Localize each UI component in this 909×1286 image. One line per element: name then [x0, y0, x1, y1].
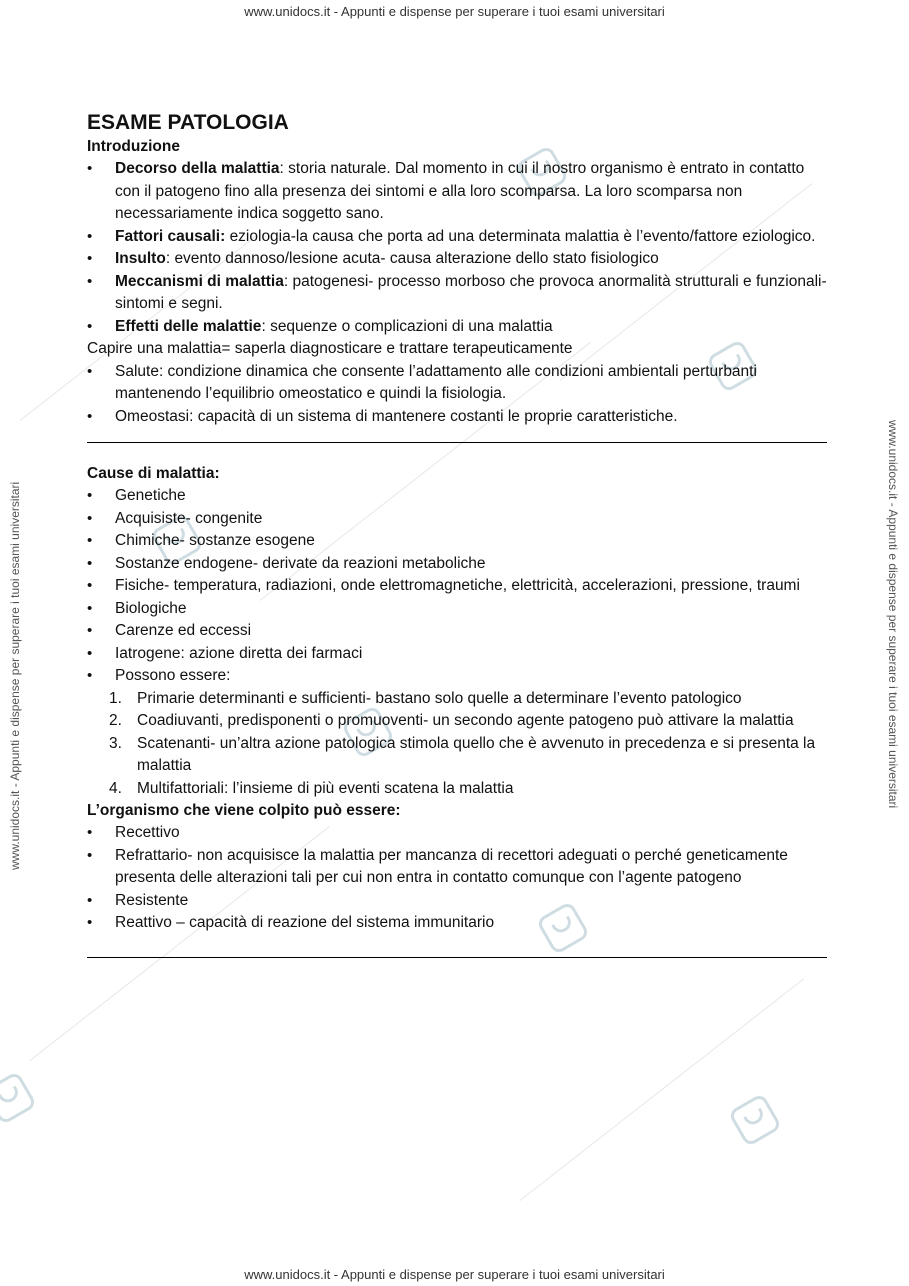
item-text: Multifattoriali: l’insieme di più eventi scatena la malattia: [137, 779, 514, 797]
list-item: • Recettivo: [87, 822, 827, 845]
item-number: 1.: [109, 689, 122, 707]
numbered-item: [109, 688, 827, 711]
term: Insulto: [115, 250, 166, 267]
item-text: Coadiuvanti, predisponenti o promuoventi- un secondo agente patogeno può attivare la malattia: [137, 712, 794, 729]
causes-list: [87, 485, 827, 688]
list-item: • Possono essere:: [87, 665, 827, 688]
separator: :: [261, 317, 271, 335]
definition: eziologia-la causa che porta ad una determinata malattia è l’evento/fattore eziologico.: [229, 227, 816, 245]
list-item: • Sostanze endogene- derivate da reazioni metaboliche: [87, 553, 827, 576]
item-number: 2.: [109, 712, 122, 729]
numbered-item: [109, 778, 827, 801]
list-item: [87, 226, 827, 249]
definition: evento dannoso/lesione acuta- causa alterazione dello stato fisiologico: [174, 250, 659, 267]
separator: :: [283, 272, 293, 290]
term: Meccanismi di malattia: [115, 272, 284, 290]
list-item: • Biologiche: [87, 598, 827, 621]
list-item: [87, 271, 827, 316]
list-item: • Refrattario- non acquisisce la malattia per mancanza di recettori adeguati o perché geneticamente presenta delle alterazioni tali per cui non entra in contatto comunque con l’agente patogeno: [87, 845, 827, 890]
watermark-top: www.unidocs.it - Appunti e dispense per superare i tuoi esami universitari: [244, 4, 665, 19]
list-item: • Fisiche- temperatura, radiazioni, onde elettromagnetiche, elettricità, accelerazioni, pressione, traumi: [87, 575, 827, 598]
intro-list: [87, 158, 827, 338]
list-item: • Resistente: [87, 890, 827, 913]
definitions-list: [87, 361, 827, 429]
list-item: [87, 158, 827, 226]
numbered-item: [109, 733, 827, 778]
term: Decorso della malattia: [115, 160, 280, 177]
list-item: • Reattivo – capacità di reazione del sistema immunitario: [87, 912, 827, 935]
separator: :: [165, 250, 175, 267]
item-text: Primarie determinanti e sufficienti- bastano solo quelle a determinare l’evento patologico: [137, 689, 742, 707]
document-title: ESAME PATOLOGIA: [87, 111, 289, 134]
section-divider: [87, 957, 827, 958]
term: Effetti delle malattie: [115, 317, 262, 335]
term: Fattori causali:: [115, 227, 226, 245]
numbered-item: [109, 710, 827, 733]
item-number: 4.: [109, 779, 122, 797]
unidocs-logo-icon: [728, 1093, 783, 1148]
list-item: • Salute: condizione dinamica che consente l’adattamento alle condizioni ambientali perturbanti mantenendo l’equilibrio omeostatico e quindi la fisiologia.: [87, 361, 827, 406]
watermark-bottom: www.unidocs.it - Appunti e dispense per superare i tuoi esami universitari: [244, 1267, 665, 1282]
statement: Capire una malattia= saperla diagnosticare e trattare terapeuticamente: [87, 340, 573, 357]
list-item: • Genetiche: [87, 485, 827, 508]
list-item: [87, 248, 827, 271]
item-number: 3.: [109, 734, 122, 752]
section-heading-causes: Cause di malattia:: [87, 465, 220, 482]
definition: sequenze o complicazioni di una malattia: [270, 317, 553, 335]
list-item: • Carenze ed eccessi: [87, 620, 827, 643]
list-item: • Chimiche- sostanze esogene: [87, 530, 827, 553]
separator: :: [279, 160, 289, 177]
item-text: Scatenanti- un’altra azione patologica stimola quello che è avvenuto in precedenza e si presenta la malattia: [137, 734, 816, 774]
document-body: [87, 110, 827, 958]
organism-list: [87, 822, 827, 935]
list-item: [87, 316, 827, 339]
watermark-left: www.unidocs.it - Appunti e dispense per superare i tuoi esami universitari: [8, 481, 22, 870]
list-item: • Omeostasi: capacità di un sistema di mantenere costanti le proprie caratteristiche.: [87, 406, 827, 429]
definition: patogenesi- processo morboso che provoca anormalità strutturali e funzionali- sintomi e segni.: [115, 272, 827, 312]
causes-sublist: [87, 688, 827, 801]
section-heading-intro: Introduzione: [87, 138, 180, 155]
unidocs-logo-icon: [0, 1071, 37, 1126]
definition: storia naturale. Dal momento in cui il nostro organismo è entrato in contatto con il patogeno fino alla presenza dei sintomi e alla loro scomparsa. La loro scomparsa non necessariamente indica soggetto sano.: [115, 160, 805, 222]
section-heading-organism: L’organismo che viene colpito può essere:: [87, 802, 401, 819]
list-item: • Acquisiste- congenite: [87, 508, 827, 531]
watermark-right: www.unidocs.it - Appunti e dispense per superare i tuoi esami universitari: [886, 420, 900, 809]
list-item: • Iatrogene: azione diretta dei farmaci: [87, 643, 827, 666]
